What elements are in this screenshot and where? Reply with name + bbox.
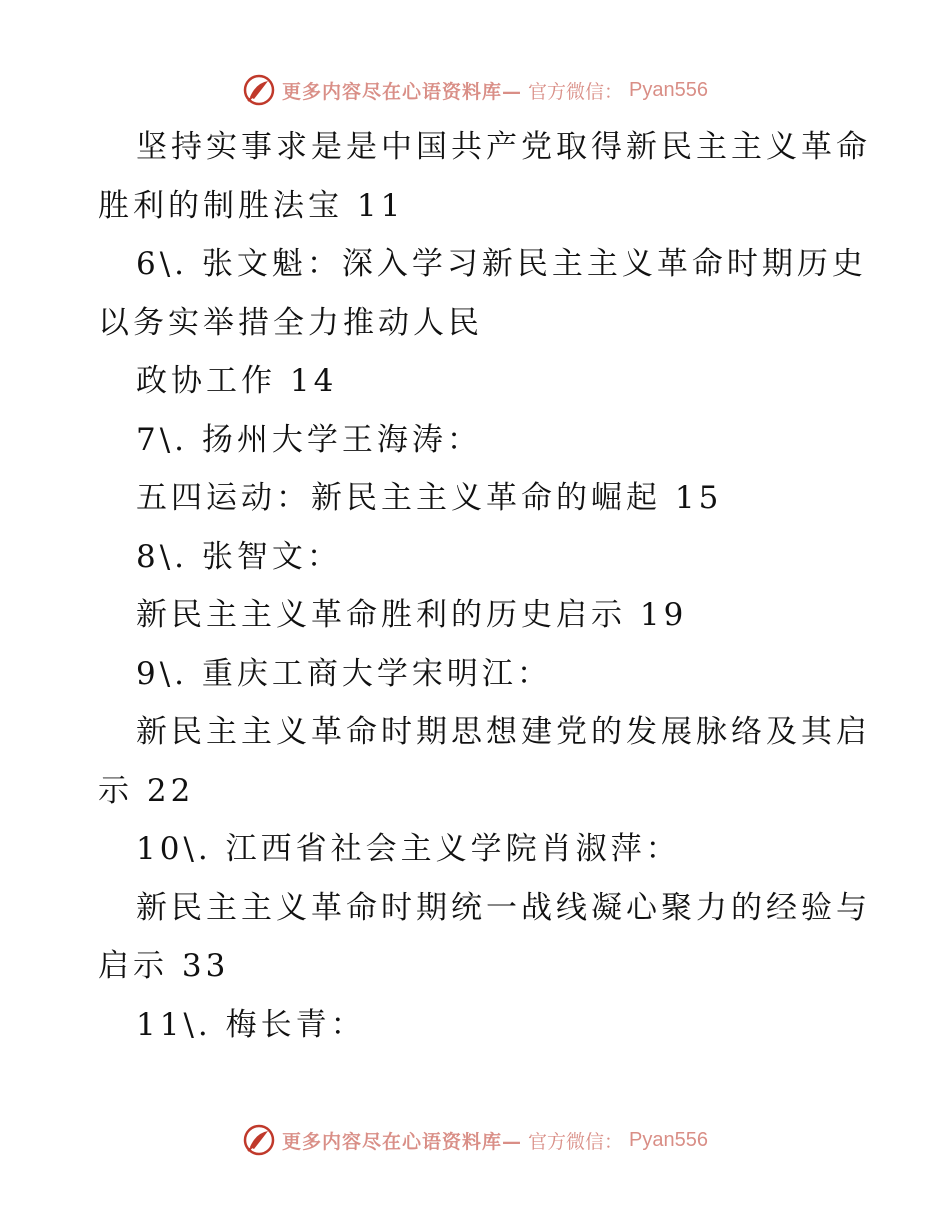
toc-line: 9\. 重庆工商大学宋明江： bbox=[136, 655, 552, 692]
toc-line: 坚持实事求是是中国共产党取得新民主主义革命 bbox=[136, 129, 871, 165]
watermark-text: 更多内容尽在心语资料库— bbox=[282, 1130, 523, 1153]
toc-line: 新民主主义革命胜利的历史启示 19 bbox=[136, 597, 688, 633]
brush-logo-icon bbox=[242, 73, 276, 107]
watermark-wechat-id: Pyan556 bbox=[629, 1128, 708, 1151]
header-watermark bbox=[0, 70, 950, 110]
toc-line: 启示 33 bbox=[98, 948, 230, 984]
toc-line: 7\. 扬州大学王海涛： bbox=[136, 421, 482, 458]
watermark-text: 更多内容尽在心语资料库— bbox=[282, 80, 523, 103]
toc-line: 8\. 张智文： bbox=[136, 538, 342, 575]
toc-line: 新民主主义革命时期思想建党的发展脉络及其启 bbox=[136, 714, 871, 750]
toc-line: 示 22 bbox=[98, 772, 195, 809]
toc-line: 五四运动：新民主主义革命的崛起 15 bbox=[136, 480, 723, 516]
toc-line: 新民主主义革命时期统一战线凝心聚力的经验与 bbox=[136, 889, 871, 926]
toc-line: 胜利的制胜法宝 11 bbox=[98, 187, 405, 224]
footer-watermark bbox=[0, 1120, 950, 1160]
watermark-wechat-label: 官方微信： bbox=[528, 1130, 624, 1153]
toc-line: 以务实举措全力推动人民 bbox=[98, 304, 483, 341]
toc-line: 6\. 张文魁：深入学习新民主主义革命时期历史 bbox=[136, 246, 867, 282]
watermark-wechat-label: 官方微信： bbox=[528, 80, 624, 103]
toc-line: 11\. 梅长青： bbox=[136, 1006, 366, 1043]
watermark-wechat-id: Pyan556 bbox=[629, 78, 708, 101]
toc-line: 10\. 江西省社会主义学院肖淑萍： bbox=[136, 831, 681, 867]
toc-content bbox=[98, 118, 871, 1054]
brush-logo-icon bbox=[242, 1123, 276, 1157]
toc-line: 政协工作 14 bbox=[136, 363, 338, 399]
